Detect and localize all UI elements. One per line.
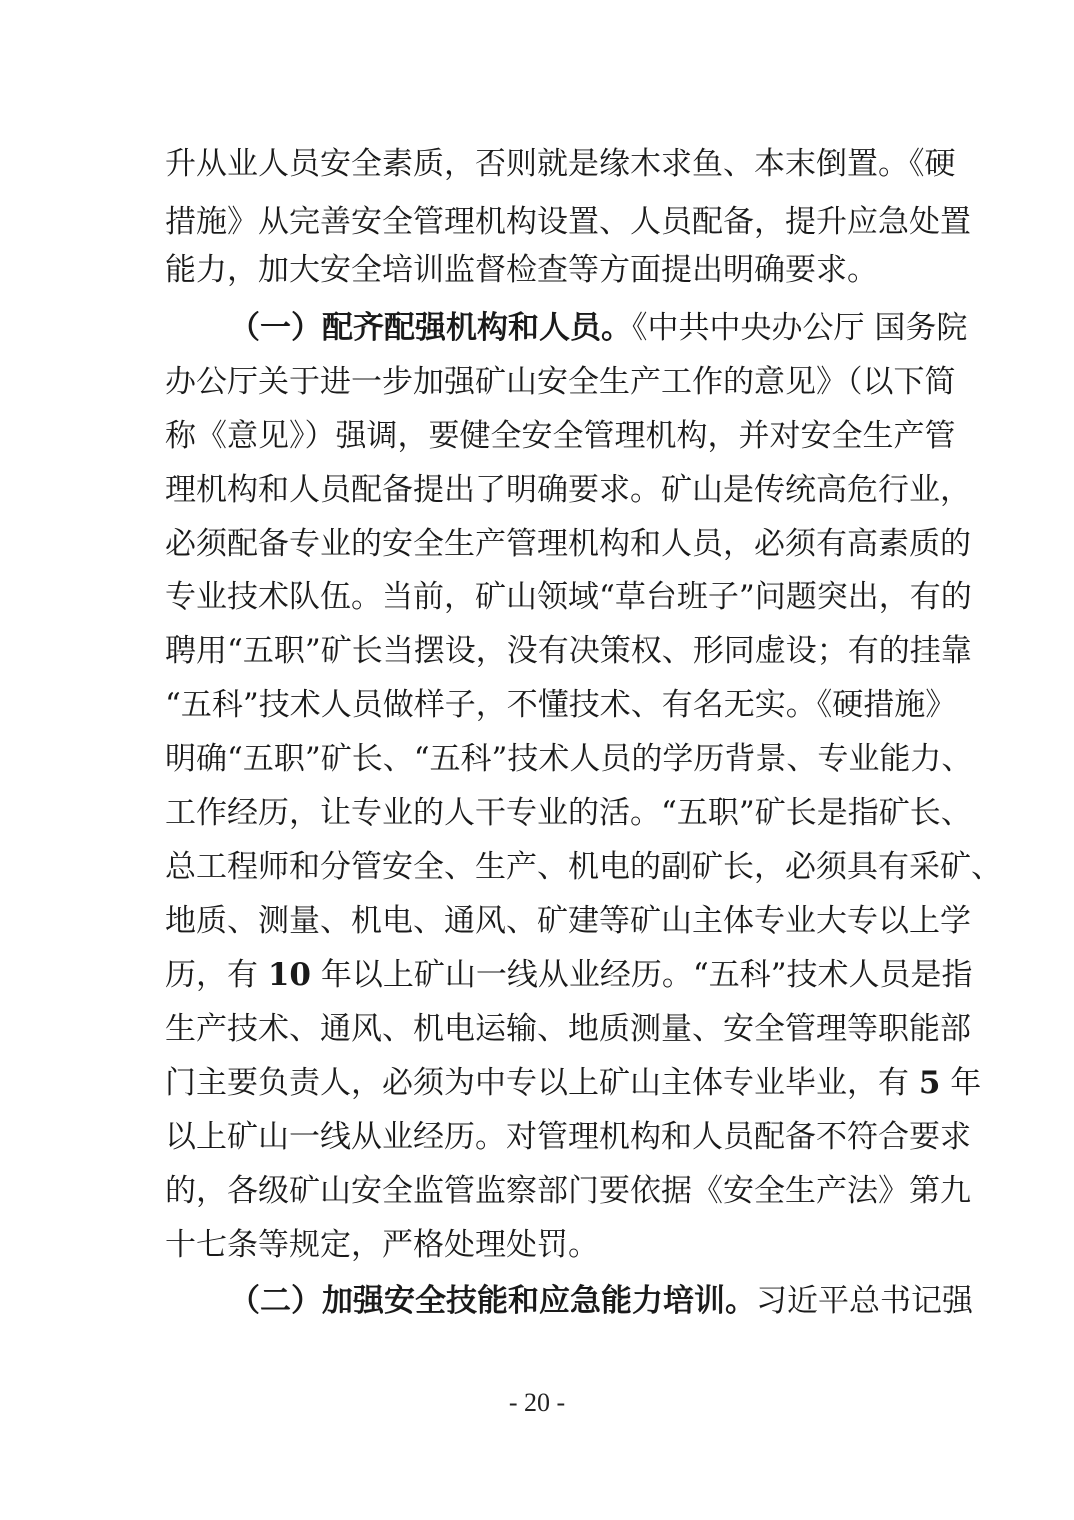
paragraph-line (165, 733, 973, 785)
paragraph-line (165, 410, 956, 462)
text-run: “五科”技术人员做样子，不懂技术、有名无实。《硬措施》 (165, 687, 957, 723)
number-run: 10 (267, 957, 311, 993)
section-heading-line (229, 1275, 973, 1327)
text-run: 历，有 (165, 957, 268, 993)
text-run: 办公厅关于进一步加强矿山安全生产工作的意见》（以下简 (165, 364, 956, 400)
text-run: 升从业人员安全素质，否则就是缘木求鱼、本末倒置。《硬 (165, 146, 956, 182)
text-run: 的，各级矿山安全监管监察部门要依据《安全生产法》第九 (165, 1173, 971, 1209)
text-run: 能力，加大安全培训监督检查等方面提出明确要求。 (165, 252, 878, 288)
text-run: 地质、测量、机电、通风、矿建等矿山主体专业大专以上学 (165, 903, 971, 939)
number-run: 5 (918, 1065, 941, 1101)
paragraph-line (165, 356, 956, 408)
text-run: 十七条等规定，严格处理处罚。 (165, 1227, 599, 1263)
text-run: 明确“五职”矿长、“五科”技术人员的学历背景、专业能力、 (165, 741, 973, 777)
paragraph-line (165, 625, 972, 677)
text-run: 总工程师和分管安全、生产、机电的副矿长，必须具有采矿、 (165, 849, 1002, 885)
paragraph-line (165, 1003, 971, 1055)
paragraph-line (165, 949, 973, 1001)
page-number: - 20 - (508, 1388, 566, 1417)
paragraph-line (165, 679, 957, 731)
text-run: 称《意见》）强调，要健全安全管理机构，并对安全生产管 (165, 418, 956, 454)
text-run: 工作经历，让专业的人干专业的活。“五职”矿长是指矿长、 (165, 795, 972, 831)
text-run: 必须配备专业的安全生产管理机构和人员，必须有高素质的 (165, 526, 971, 562)
paragraph-line (165, 1219, 913, 1271)
paragraph-line (165, 895, 971, 947)
text-run: 聘用“五职”矿长当摆设，没有决策权、形同虚设；有的挂靠 (165, 633, 972, 669)
text-run: 以上矿山一线从业经历。对管理机构和人员配备不符合要求 (165, 1119, 971, 1155)
paragraph-line (165, 196, 971, 248)
section-heading-2: （二）加强安全技能和应急能力培训。 (229, 1283, 756, 1319)
section-heading-line (229, 302, 968, 354)
paragraph-line (165, 571, 972, 623)
text-run: 生产技术、通风、机电运输、地质测量、安全管理等职能部 (165, 1011, 971, 1047)
text-run: 措施》从完善安全管理机构设置、人员配备，提升应急处置 (165, 204, 971, 240)
paragraph-line (165, 1111, 971, 1163)
paragraph-line (165, 518, 971, 570)
paragraph-line (165, 138, 956, 190)
paragraph-line (165, 787, 972, 839)
paragraph-line (165, 841, 1002, 893)
section-heading-1: （一）配齐配强机构和人员。 (229, 310, 632, 346)
text-run: 年 (940, 1065, 982, 1101)
paragraph-line (165, 244, 913, 296)
text-run: 《中共中央办公厅 国务院 (632, 310, 968, 346)
text-run: 理机构和人员配备提出了明确要求。矿山是传统高危行业， (165, 472, 971, 508)
text-run: 年以上矿山一线从业经历。“五科”技术人员是指 (311, 957, 973, 993)
paragraph-line (165, 464, 971, 516)
paragraph-line (165, 1057, 982, 1109)
text-run: 门主要负责人，必须为中专以上矿山主体专业毕业，有 (165, 1065, 919, 1101)
text-run: 专业技术队伍。当前，矿山领域“草台班子”问题突出，有的 (165, 579, 972, 615)
text-run: 习近平总书记强 (756, 1283, 973, 1319)
paragraph-line (165, 1165, 971, 1217)
